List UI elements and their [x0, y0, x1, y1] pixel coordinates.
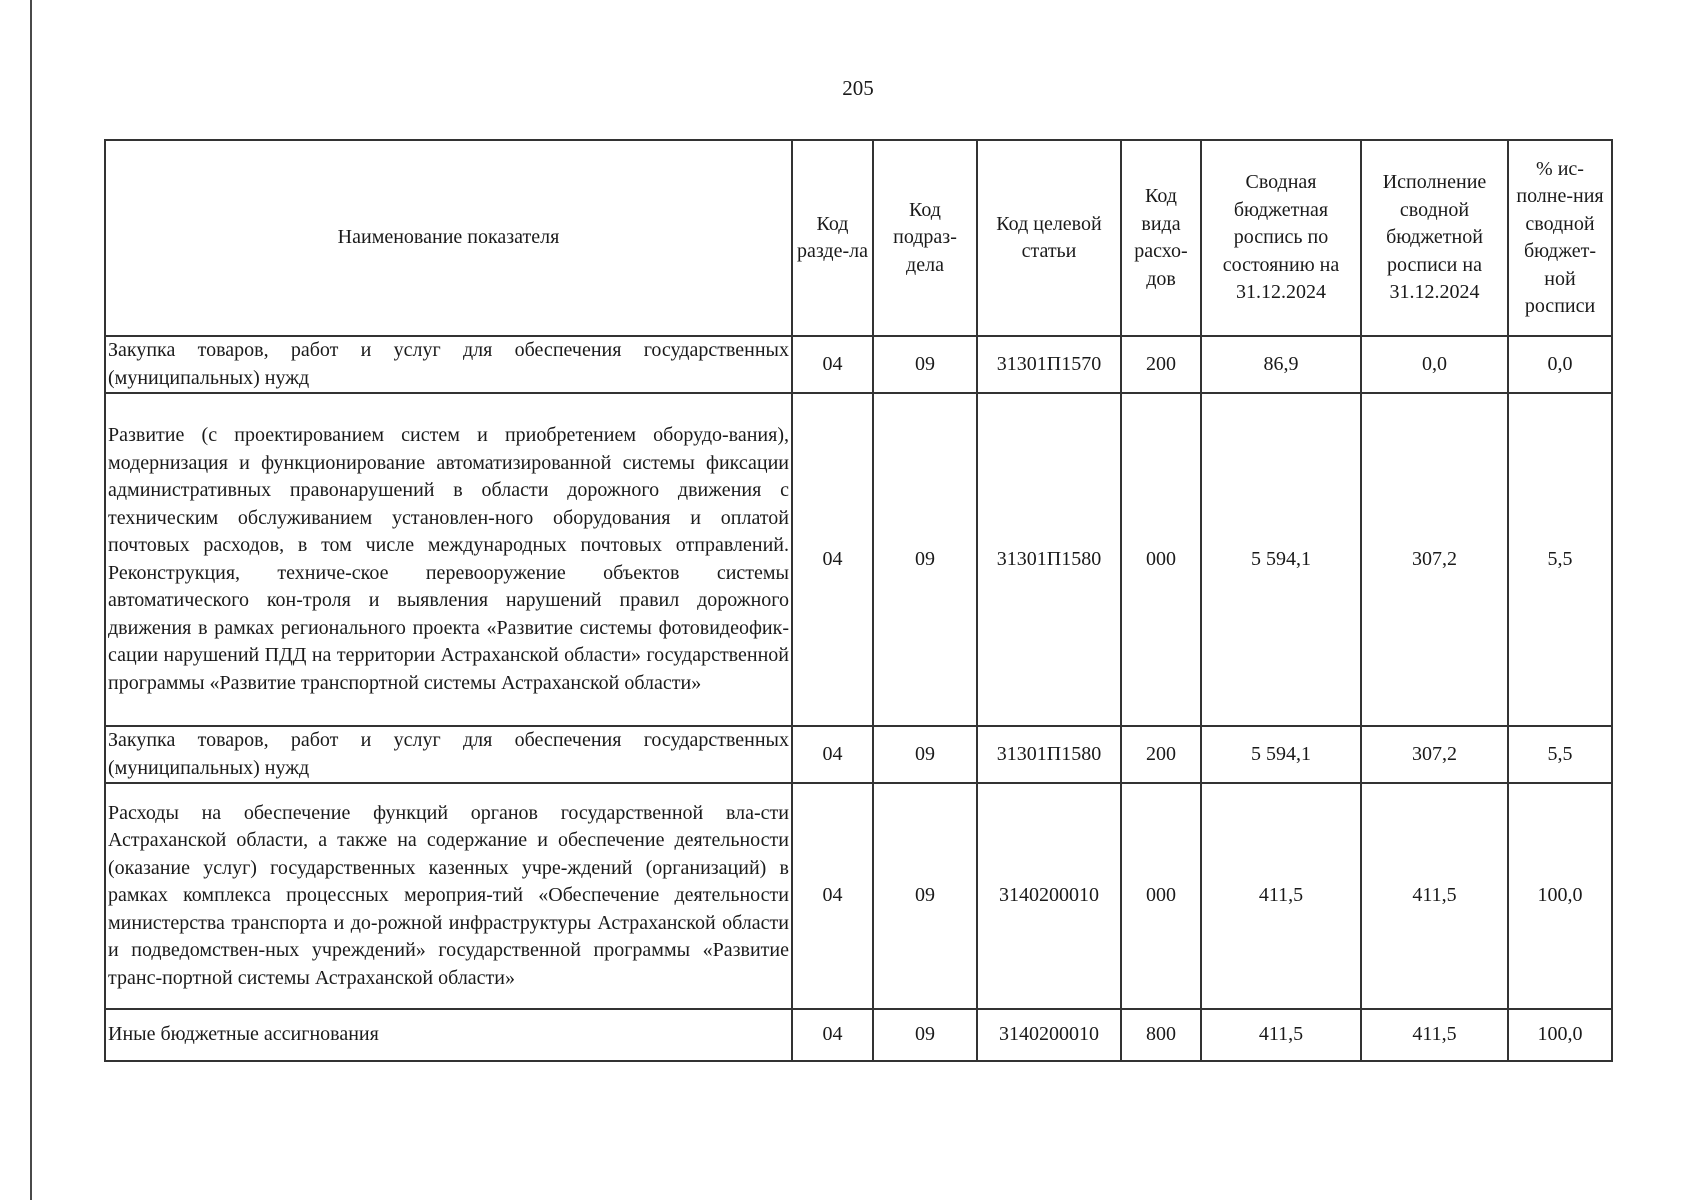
- row-expense-type: 000: [1121, 393, 1201, 726]
- budget-execution-table: [104, 139, 1613, 1062]
- header-execution: Исполнение сводной бюджетной росписи на 31.12.2024: [1361, 140, 1508, 336]
- row-section: 04: [792, 336, 873, 393]
- header-target-code: Код целевой статьи: [977, 140, 1121, 336]
- row-subsection: 09: [873, 726, 977, 783]
- header-percent: % ис-полне-ния сводной бюджет-ной росписи: [1508, 140, 1612, 336]
- row-name: Закупка товаров, работ и услуг для обеспечения государственных (муниципальных) нужд: [105, 726, 792, 783]
- table-header-row: [105, 140, 1612, 336]
- table-row: [105, 783, 1612, 1009]
- row-percent: 100,0: [1508, 1009, 1612, 1061]
- row-execution: 411,5: [1361, 783, 1508, 1009]
- row-budget: 86,9: [1201, 336, 1361, 393]
- page-number: [0, 76, 1696, 101]
- row-execution: 411,5: [1361, 1009, 1508, 1061]
- header-expense-type-code: Код вида расхо-дов: [1121, 140, 1201, 336]
- row-name: Развитие (с проектированием систем и приобретением оборудо-вания), модернизация и функционирование автоматизированной системы фиксации административных правонарушений в области дорожного движения с техническим обслуживанием установлен-ного оборудования и оплатой почтовых расходов, в том числе международных почтовых отправлений. Реконструкция, техниче-ское перевооружение объектов системы автоматического кон-троля и выявления нарушений правил дорожного движения в рамках регионального проекта «Развитие системы фотовидеофик-сации нарушений ПДД на территории Астраханской области» государственной программы «Развитие транспортной системы Астраханской области»: [105, 393, 792, 726]
- row-expense-type: 200: [1121, 726, 1201, 783]
- row-execution: 0,0: [1361, 336, 1508, 393]
- row-target: 31301П1570: [977, 336, 1121, 393]
- row-budget: 5 594,1: [1201, 726, 1361, 783]
- row-budget: 411,5: [1201, 1009, 1361, 1061]
- header-budget: Сводная бюджетная роспись по состоянию на 31.12.2024: [1201, 140, 1361, 336]
- row-expense-type: 800: [1121, 1009, 1201, 1061]
- row-target: 31301П1580: [977, 726, 1121, 783]
- row-budget: 411,5: [1201, 783, 1361, 1009]
- table-row: [105, 726, 1612, 783]
- page-margin-line: [30, 0, 32, 1200]
- row-target: 31301П1580: [977, 393, 1121, 726]
- row-percent: 100,0: [1508, 783, 1612, 1009]
- row-percent: 5,5: [1508, 393, 1612, 726]
- table-row: [105, 1009, 1612, 1061]
- row-name: Закупка товаров, работ и услуг для обеспечения государственных (муниципальных) нужд: [105, 336, 792, 393]
- table-row: [105, 336, 1612, 393]
- row-name: Расходы на обеспечение функций органов государственной вла-сти Астраханской области, а также на содержание и обеспечение деятельности (оказание услуг) государственных казенных учре-ждений (организаций) в рамках комплекса процессных мероприя-тий «Обеспечение деятельности министерства транспорта и до-рожной инфраструктуры Астраханской области и подведомствен-ных учреждений» государственной программы «Развитие транс-портной системы Астраханской области»: [105, 783, 792, 1009]
- row-budget: 5 594,1: [1201, 393, 1361, 726]
- row-expense-type: 000: [1121, 783, 1201, 1009]
- header-subsection-code: Код подраз-дела: [873, 140, 977, 336]
- header-name: Наименование показателя: [105, 140, 792, 336]
- row-subsection: 09: [873, 1009, 977, 1061]
- row-expense-type: 200: [1121, 336, 1201, 393]
- row-subsection: 09: [873, 393, 977, 726]
- row-percent: 5,5: [1508, 726, 1612, 783]
- row-section: 04: [792, 1009, 873, 1061]
- table-row: [105, 393, 1612, 726]
- row-target: 3140200010: [977, 783, 1121, 1009]
- row-name: Иные бюджетные ассигнования: [105, 1009, 792, 1061]
- row-subsection: 09: [873, 783, 977, 1009]
- row-section: 04: [792, 783, 873, 1009]
- page-number-text: 205: [842, 76, 874, 100]
- row-execution: 307,2: [1361, 726, 1508, 783]
- row-subsection: 09: [873, 336, 977, 393]
- row-target: 3140200010: [977, 1009, 1121, 1061]
- row-execution: 307,2: [1361, 393, 1508, 726]
- row-percent: 0,0: [1508, 336, 1612, 393]
- row-section: 04: [792, 726, 873, 783]
- row-section: 04: [792, 393, 873, 726]
- header-section-code: Код разде-ла: [792, 140, 873, 336]
